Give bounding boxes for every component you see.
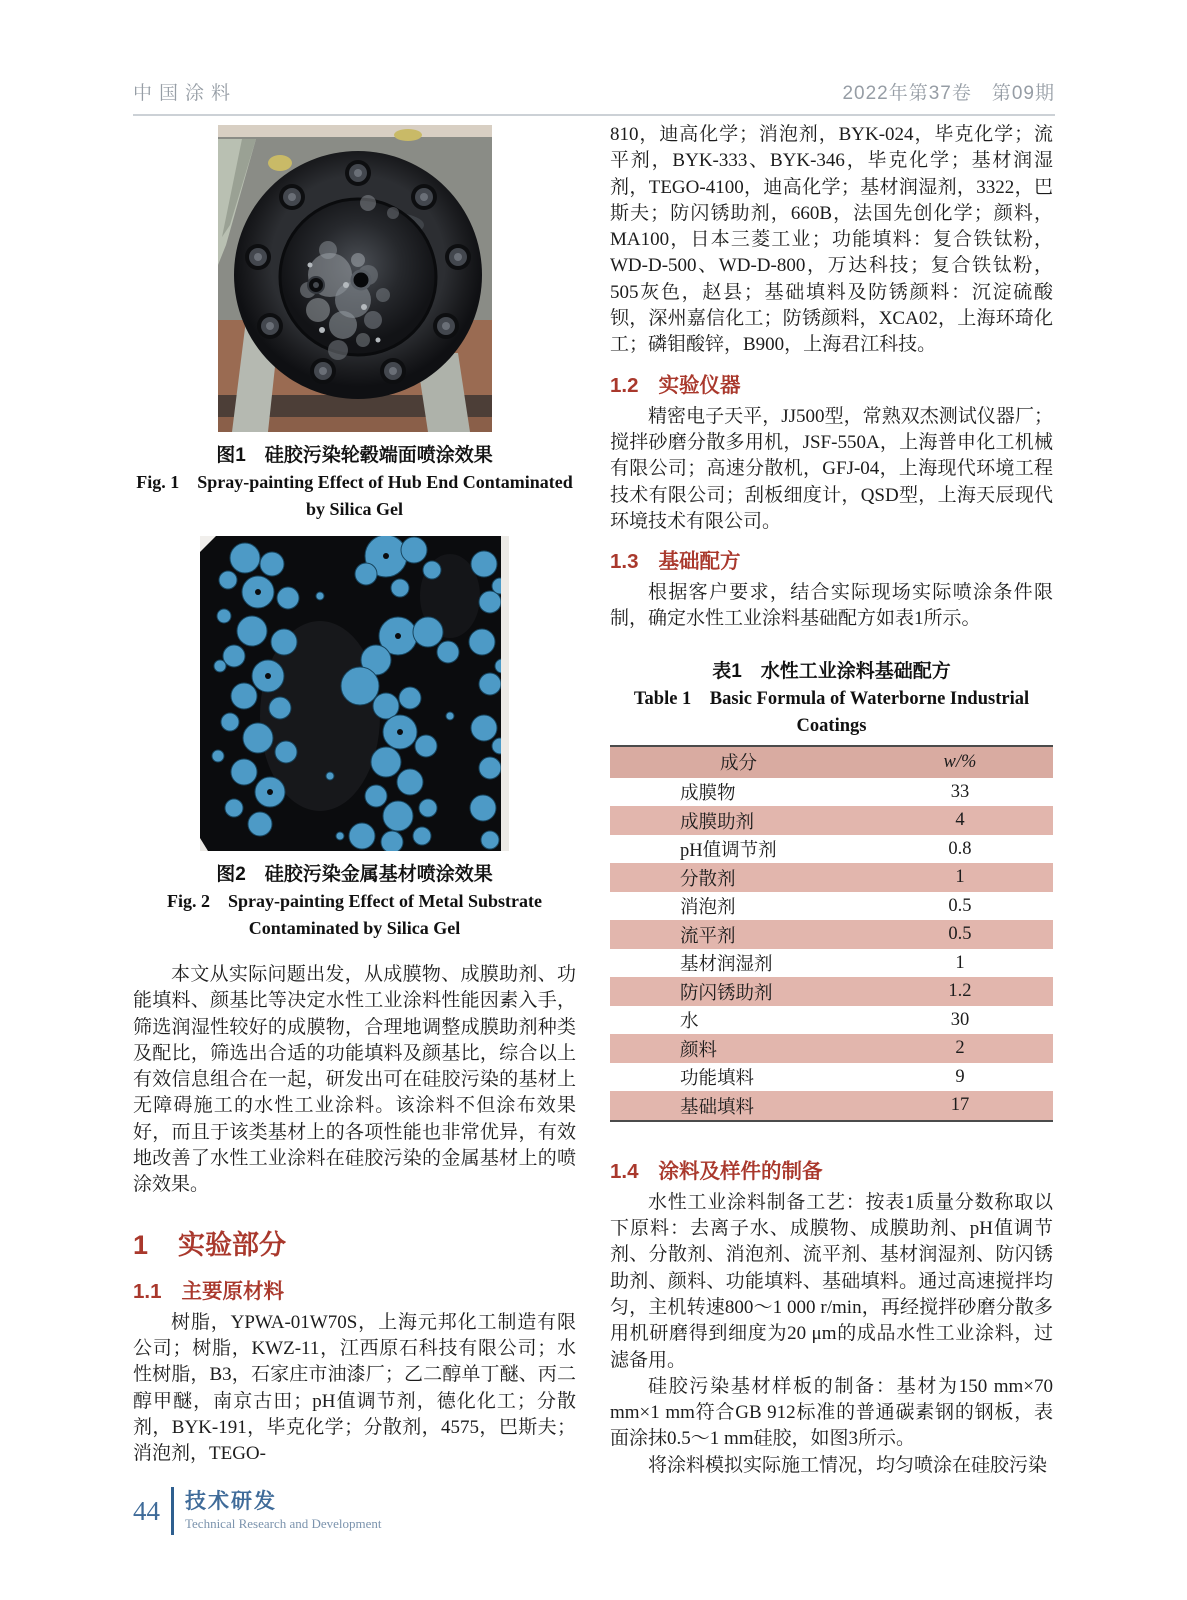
base-formula-paragraph: 根据客户要求，结合实际现场实际喷涂条件限制，确定水性工业涂料基础配方如表1所示。 — [610, 582, 1053, 630]
table-row — [610, 920, 1053, 949]
percent-cell: 1 — [955, 952, 965, 973]
table1-title-en: Table 1 Basic Formula of Waterborne Industrial Coatings — [633, 688, 1030, 736]
ingredient-cell: 基础填料 — [680, 1097, 755, 1118]
page-header — [133, 78, 1055, 116]
formula-table-header — [610, 747, 1053, 778]
table-row — [610, 1091, 1053, 1120]
formula-table — [610, 745, 1053, 1122]
section-1-4-heading — [610, 1154, 1053, 1184]
ingredient-cell: 流平剂 — [680, 926, 736, 947]
table-row — [610, 835, 1053, 864]
ingredient-cell: 颜料 — [680, 1040, 718, 1061]
instruments-paragraph: 精密电子天平，JJ500型，常熟双杰测试仪器厂；搅拌砂磨分散多用机，JSF-550A，上海普申化工机械有限公司；高速分散机，GFJ-04，上海现代环境工程技术有限公司；刮板细度计，QSD型，上海天辰现代环境技术有限公司。 — [610, 405, 1053, 532]
table-row — [610, 1063, 1053, 1092]
section-1-1-heading — [133, 1274, 576, 1304]
intro-paragraph: 本文从实际问题出发，从成膜物、成膜助剂、功能填料、颜基比等决定水性工业涂料性能因素入手，筛选润湿性较好的成膜物，合理地调整成膜助剂种类及配比，筛选出合适的功能填料及颜基比，综合以上有效信息组合在一起，研发出可在硅胶污染的基材上无障碍施工的水性工业涂料。该涂料不但涂布效果好，而且于该类基材上的各项性能也非常优异，有效地改善了水性工业涂料在硅胶污染的金属基材上的喷涂效果。 — [133, 964, 576, 1196]
percent-cell: 0.5 — [948, 895, 972, 916]
preparation-paragraph-2: 硅胶污染基材样板的制备：基材为150 mm×70 mm×1 mm符合GB 912标准的普通碳素钢的钢板，表面涂抹0.5～1 mm硅胶，如图3所示。 — [610, 1375, 1053, 1450]
section-1-heading — [133, 1223, 576, 1262]
section-1-3-title: 基础配方 — [658, 550, 741, 574]
ingredient-cell: 成膜物 — [680, 784, 736, 804]
section-1-3-heading — [610, 544, 1053, 574]
figure1 — [133, 125, 576, 523]
percent-cell: 1.2 — [948, 981, 972, 1001]
issue-info: 2022年第37卷 第09期 — [842, 83, 1055, 104]
left-column — [133, 122, 576, 1467]
table-row — [610, 1006, 1053, 1035]
section-1-1-number: 1.1 — [133, 1279, 162, 1303]
formula-table-col2-header: w/% — [943, 751, 977, 772]
table-row — [610, 949, 1053, 978]
table-row — [610, 806, 1053, 835]
page-number: 44 — [133, 1495, 160, 1526]
section-1-3-number: 1.3 — [610, 550, 639, 574]
figure2-image — [200, 536, 509, 851]
ingredient-cell: 成膜助剂 — [680, 812, 755, 833]
ingredient-cell: pH值调节剂 — [680, 841, 777, 861]
preparation-paragraph-3: 将涂料模拟实际施工情况，均匀喷涂在硅胶污染 — [648, 1454, 1048, 1476]
figure2 — [133, 536, 576, 942]
section-1-title: 实验部分 — [178, 1229, 287, 1260]
table1-title — [610, 657, 1053, 740]
ingredient-cell: 防闪锈助剂 — [680, 983, 773, 1004]
percent-cell: 17 — [950, 1095, 970, 1115]
right-column — [610, 122, 1053, 1479]
table-row — [610, 892, 1053, 921]
table-row — [610, 1034, 1053, 1063]
journal-name: 中国涂料 — [133, 83, 238, 104]
footer-section-zh: 技术研发 — [185, 1490, 277, 1513]
figure2-caption-zh: 图2 硅胶污染金属基材喷涂效果 — [216, 864, 493, 885]
figure2-caption-en: Fig. 2 Spray-painting Effect of Metal Substrate Contaminated by Silica Gel — [167, 891, 542, 938]
page-footer — [133, 1487, 382, 1535]
table-row — [610, 778, 1053, 807]
ingredient-cell: 分散剂 — [680, 869, 736, 890]
figure1-image — [218, 125, 492, 432]
figure1-caption-zh: 图1 硅胶污染轮毂端面喷涂效果 — [216, 445, 493, 466]
percent-cell: 1 — [955, 867, 965, 887]
table-row — [610, 977, 1053, 1006]
percent-cell: 4 — [955, 810, 965, 830]
footer-section — [185, 1489, 382, 1533]
section-1-number: 1 — [133, 1229, 149, 1260]
percent-cell: 0.8 — [948, 838, 972, 859]
percent-cell: 33 — [950, 781, 970, 802]
percent-cell: 2 — [955, 1038, 965, 1058]
formula-table-col1-header: 成分 — [719, 754, 757, 775]
continuation-paragraph: 810，迪高化学；消泡剂，BYK-024，毕克化学；流平剂，BYK-333、BYK-346，毕克化学；基材润湿剂，TEGO-4100，迪高化学；基材润湿剂，3322，巴斯夫；防闪锈助剂，660B，法国先创化学；颜料，MA100，日本三菱工业；功能填料：复合铁钛粉，WD-D-500、WD-D-800，万达科技；复合铁钛粉，505灰色，赵县；基础填料及防锈颜料：沉淀硫酸钡，深州嘉信化工；防锈颜料，XCA02，上海环琦化工；磷钼酸锌，B900，上海君江科技。 — [610, 124, 1053, 356]
table-row — [610, 863, 1053, 892]
table1-title-zh: 表1 水性工业涂料基础配方 — [712, 660, 951, 682]
section-1-1-title: 主要原材料 — [181, 1279, 284, 1303]
section-1-2-number: 1.2 — [610, 373, 639, 397]
section-1-4-number: 1.4 — [610, 1159, 639, 1183]
percent-cell: 30 — [950, 1009, 970, 1030]
footer-section-en: Technical Research and Development — [185, 1516, 382, 1531]
percent-cell: 0.5 — [948, 924, 972, 944]
ingredient-cell: 基材润湿剂 — [680, 955, 773, 975]
ingredient-cell: 功能填料 — [680, 1069, 755, 1089]
ingredient-cell: 消泡剂 — [680, 898, 736, 918]
ingredient-cell: 水 — [680, 1012, 699, 1032]
percent-cell: 9 — [955, 1066, 965, 1087]
materials-paragraph: 树脂，YPWA-01W70S，上海元邦化工制造有限公司；树脂，KWZ-11，江西原石科技有限公司；水性树脂，B3，石家庄市油漆厂；乙二醇单丁醚、丙二醇甲醚，南京古田；pH值调节剂，德化化工；分散剂，BYK-191，毕克化学；分散剂，4575，巴斯夫；消泡剂，TEGO- — [133, 1311, 576, 1465]
preparation-paragraph-1: 水性工业涂料制备工艺：按表1质量分数称取以下原料：去离子水、成膜物、成膜助剂、pH值调节剂、分散剂、消泡剂、流平剂、基材润湿剂、防闪锈助剂、颜料、功能填料、基础填料。通过高速搅拌均匀，主机转速800～1 000 r/min，再经搅拌砂磨分散多用机研磨得到细度为20 μm的成品水性工业涂料，过滤备用。 — [610, 1191, 1053, 1371]
footer-divider — [171, 1487, 174, 1535]
section-1-2-heading — [610, 368, 1053, 398]
formula-table-body — [610, 778, 1053, 1120]
figure1-caption-en: Fig. 1 Spray-painting Effect of Hub End Contaminated by Silica Gel — [136, 472, 573, 519]
section-1-4-title: 涂料及样件的制备 — [658, 1159, 823, 1183]
section-1-2-title: 实验仪器 — [658, 373, 741, 397]
